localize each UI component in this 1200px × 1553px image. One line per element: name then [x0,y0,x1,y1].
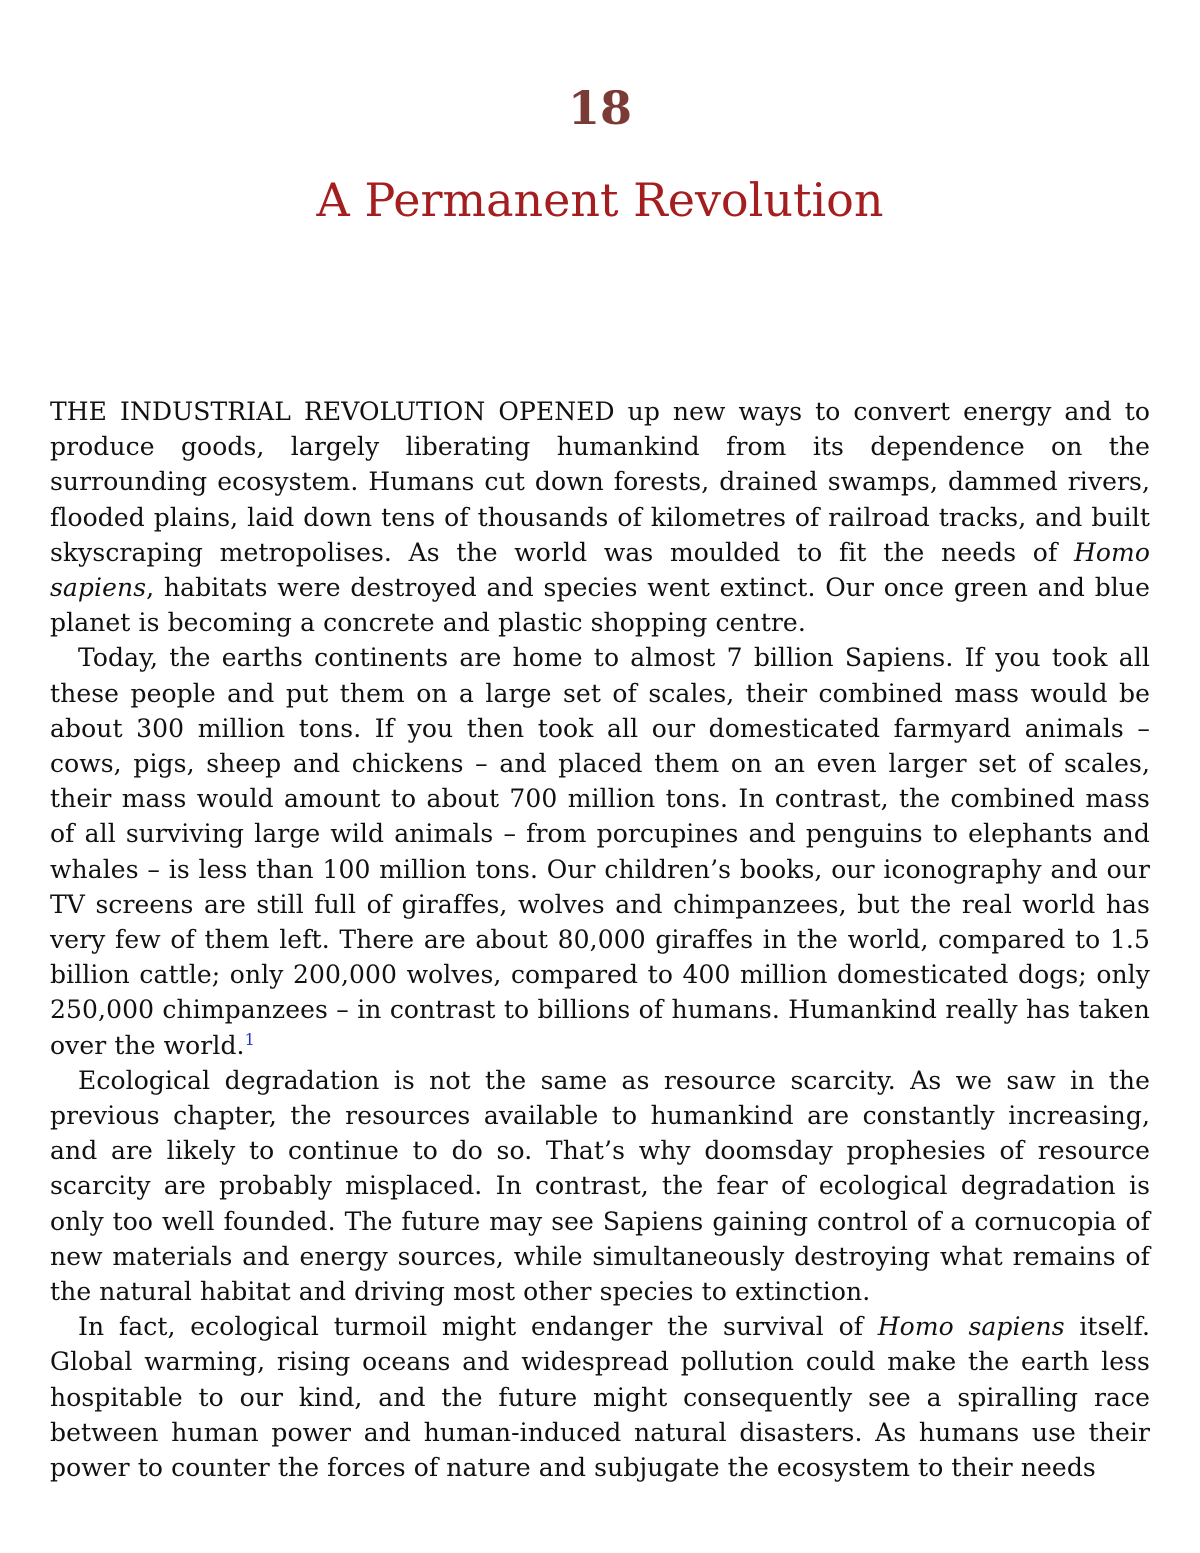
paragraph-1-text-a: THE INDUSTRIAL REVOLUTION OPENED up new ways to convert energy and to produce goods, largely liberating humankind from its dependence on the surrounding ecosystem. Humans cut down forests, drained swamps, dammed rivers, flooded plains, laid down tens of thousands of kilometres of railroad tracks, and built skyscraping metropolises. As the world was moulded to fit the needs of [50,397,1150,567]
paragraph-3-text: Ecological degradation is not the same as resource scarcity. As we saw in the previous chapter, the resources available to humankind are constantly increasing, and are likely to continue to do so. That’s why doomsday prophesies of resource scarcity are probably misplaced. In contrast, the fear of ecological degradation is only too well founded. The future may see Sapiens gaining control of a cornucopia of new materials and energy sources, while simultaneously destroying what remains of the natural habitat and driving most other species to extinction. [50,1065,1150,1307]
paragraph-4-text-b: itself. Global warming, rising oceans and widespread pollution could make the earth less hospitable to our kind, and the future might consequently see a spiralling race between human power and human-induced natural disasters. As humans use their power to counter the forces of nature and subjugate the ecosystem to their needs [50,1312,1151,1483]
paragraph-1-text-b: , habitats were destroyed and species went extinct. Our once green and blue planet is becoming a concrete and plastic shopping centre. [50,573,1150,638]
paragraph-4-text-a: In fact, ecological turmoil might endanger the survival of [78,1312,878,1342]
paragraph-3 [50,1063,1150,1309]
paragraph-1 [50,394,1150,640]
chapter-number: 18 [567,81,632,135]
paragraph-4 [50,1309,1150,1485]
paragraph-2 [50,640,1150,1062]
footnote-link-1[interactable]: 1 [244,1029,255,1049]
chapter-body [50,394,1150,1485]
paragraph-4-species-name: Homo sapiens [877,1312,1065,1342]
chapter-title: A Permanent Revolution [316,173,884,227]
paragraph-1-species-name: Homo sapiens [50,537,1150,603]
paragraph-2-text: Today, the earths continents are home to almost 7 billion Sapiens. If you took all these people and put them on a large set of scales, their combined mass would be about 300 million tons. If you then took all our domesticated farmyard animals – cows, pigs, sheep and chickens – and placed them on an even larger set of scales, their mass would amount to about 700 million tons. In contrast, the combined mass of all surviving large wild animals – from porcupines and penguins to elephants and whales – is less than 100 million tons. Our children’s books, our iconography and our TV screens are still full of giraffes, wolves and chimpanzees, but the real world has very few of them left. There are about 80,000 giraffes in the world, compared to 1.5 billion cattle; only 200,000 wolves, compared to 400 million domesticated dogs; only 250,000 chimpanzees – in contrast to billions of humans. Humankind really has taken over the world. [50,643,1150,1060]
